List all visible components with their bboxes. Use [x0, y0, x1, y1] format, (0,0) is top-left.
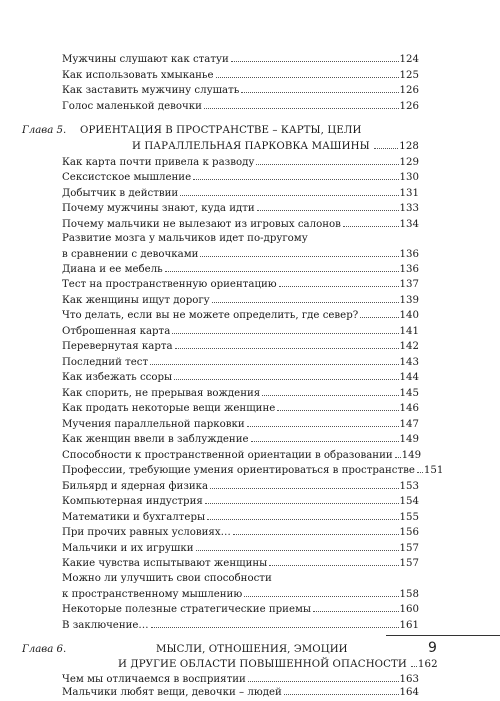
dot-leader: [200, 256, 398, 257]
entry-title: Математики и бухгалтеры: [62, 512, 206, 523]
toc-entry: [62, 84, 419, 98]
entry-title: Мучения параллельной парковки: [62, 419, 245, 430]
entry-title: Тест на пространственную ориентацию: [62, 279, 277, 290]
chapter-page: 128: [399, 141, 419, 152]
toc-entry: [62, 526, 419, 540]
entry-title: Как использовать хмыканье: [62, 70, 214, 81]
entry-page: 130: [399, 172, 419, 183]
toc-entry: [62, 387, 419, 401]
toc-entry: [62, 557, 419, 571]
dot-leader: [216, 77, 399, 78]
entry-title: Чем мы отличаемся в восприятии: [62, 674, 246, 685]
dot-leader: [205, 503, 399, 504]
entry-title: Некоторые полезные стратегические приемы: [62, 604, 312, 615]
entry-page: 160: [399, 604, 419, 615]
chapter-title-text: И ДРУГИЕ ОБЛАСТИ ПОВЫШЕННОЙ ОПАСНОСТИ: [118, 659, 407, 670]
entry-page: 157: [399, 543, 419, 554]
entry-title: Диана и ее мебель: [62, 264, 163, 275]
entry-title: Как спорить, не прерывая вождения: [62, 388, 261, 399]
chapter-title-line: [118, 658, 438, 672]
toc-entry: [62, 156, 419, 170]
entry-page: 134: [399, 219, 419, 230]
dot-leader: [343, 226, 399, 227]
entry-page: 129: [399, 157, 419, 168]
toc-entry: [62, 371, 419, 385]
entry-title: Почему мужчины знают, куда идти: [62, 203, 255, 214]
entry-page: 149: [401, 450, 422, 461]
dot-leader: [210, 488, 398, 489]
dot-leader: [417, 472, 423, 473]
toc-entry: [62, 495, 419, 509]
dot-leader: [256, 164, 398, 165]
entry-title: Мальчики любят вещи, девочки – людей: [62, 687, 282, 698]
chapter-title-line: ОРИЕНТАЦИЯ В ПРОСТРАНСТВЕ – КАРТЫ, ЦЕЛИ: [80, 125, 362, 136]
toc-entry: [62, 603, 419, 617]
dot-leader: [247, 426, 399, 427]
entry-page: 147: [399, 419, 419, 430]
toc-entry: [62, 542, 419, 556]
dot-leader: [395, 457, 401, 458]
entry-title: Последний тест: [62, 357, 149, 368]
dot-leader: [172, 333, 398, 334]
entry-title: Способности к пространственной ориентации в образовании: [62, 450, 393, 461]
dot-leader: [204, 108, 399, 109]
entry-page: 157: [399, 558, 419, 569]
toc-entry: [62, 187, 419, 201]
dot-leader: [269, 565, 398, 566]
entry-title-line: Можно ли улучшить свои способности: [62, 573, 272, 584]
dot-leader: [150, 364, 398, 365]
toc-entry: [62, 263, 419, 277]
dot-leader: [165, 271, 399, 272]
toc-entry: [62, 480, 419, 494]
toc-entry: [62, 202, 419, 216]
toc-entry: [62, 418, 419, 432]
dot-leader: [262, 395, 398, 396]
toc-entry: [62, 464, 444, 478]
entry-title: Компьютерная индустрия: [62, 496, 203, 507]
toc-entry: [62, 294, 419, 308]
dot-leader: [175, 348, 399, 349]
entry-title: Почему мальчики не вылезают из игровых салонов: [62, 219, 341, 230]
dot-leader: [231, 61, 399, 62]
toc-entry: [62, 511, 419, 525]
entry-page: 145: [399, 388, 419, 399]
toc-entry: [62, 278, 419, 292]
entry-page: 126: [399, 85, 419, 96]
entry-page: 124: [399, 54, 419, 65]
entry-title: Как женщины ищут дорогу: [62, 295, 210, 306]
entry-page: 156: [399, 527, 419, 538]
toc-entry: [62, 619, 419, 633]
entry-title: Добытчик в действии: [62, 188, 179, 199]
dot-leader: [248, 681, 399, 682]
chapter-title-text: И ПАРАЛЛЕЛЬНАЯ ПАРКОВКА МАШИНЫ: [132, 141, 370, 152]
entry-title: Профессии, требующие умения ориентироваться в пространстве: [62, 465, 415, 476]
toc-entry: [62, 356, 419, 370]
dot-leader: [212, 302, 399, 303]
toc-entry: [62, 69, 419, 83]
entry-page: 164: [399, 687, 419, 698]
toc-entry: [62, 218, 419, 232]
entry-title: Сексистское мышление: [62, 172, 192, 183]
entry-title: Мальчики и их игрушки: [62, 543, 194, 554]
entry-page: 153: [399, 481, 419, 492]
dot-leader: [241, 92, 398, 93]
chapter-page: 162: [417, 659, 438, 670]
dot-leader: [196, 550, 399, 551]
entry-page: 149: [399, 434, 419, 445]
entry-page: 139: [399, 295, 419, 306]
page-number: 9: [428, 640, 437, 656]
entry-page: 142: [399, 341, 419, 352]
toc-entry: [62, 588, 419, 602]
entry-page: 126: [399, 101, 419, 112]
toc-entry: [62, 325, 419, 339]
dot-leader: [251, 441, 399, 442]
entry-title: Мужчины слушают как статуи: [62, 54, 229, 65]
entry-page: 131: [399, 188, 419, 199]
toc-entry: [62, 100, 419, 114]
dot-leader: [244, 596, 398, 597]
entry-title: к пространственному мышлению: [62, 589, 243, 600]
toc-entry: [62, 309, 419, 323]
toc-entry: [62, 248, 419, 262]
entry-title: Что делать, если вы не можете определить, где север?: [62, 310, 359, 321]
entry-page: 143: [399, 357, 419, 368]
dot-leader: [313, 611, 399, 612]
dot-leader: [151, 627, 399, 628]
dot-leader: [174, 379, 398, 380]
toc-entry: [62, 340, 419, 354]
entry-page: 158: [399, 589, 419, 600]
entry-page: 136: [399, 249, 419, 260]
entry-page: 161: [399, 620, 419, 631]
entry-page: 140: [399, 310, 419, 321]
entry-title: Как заставить мужчину слушать: [62, 85, 240, 96]
entry-page: 144: [399, 372, 419, 383]
dot-leader: [207, 519, 398, 520]
toc-entry: [62, 171, 419, 185]
dot-leader: [374, 148, 399, 149]
toc-entry: [62, 686, 419, 700]
entry-title: Бильярд и ядерная физика: [62, 481, 209, 492]
toc-entry: [62, 673, 419, 687]
footer-rule: [386, 635, 500, 636]
entry-page: 154: [399, 496, 419, 507]
dot-leader: [284, 694, 399, 695]
dot-leader: [180, 195, 398, 196]
entry-page: 141: [399, 326, 419, 337]
entry-page: 151: [423, 465, 444, 476]
entry-title: Перевернутая карта: [62, 341, 173, 352]
entry-page: 146: [399, 403, 419, 414]
chapter-label: Глава 5.: [22, 125, 67, 136]
entry-page: 163: [399, 674, 419, 685]
toc-entry: [62, 433, 419, 447]
entry-page: 136: [399, 264, 419, 275]
chapter-title-line: [132, 140, 419, 154]
entry-title-line: Развитие мозга у мальчиков идет по-другому: [62, 233, 308, 244]
dot-leader: [411, 666, 417, 667]
entry-title: Голос маленькой девочки: [62, 101, 202, 112]
entry-title: При прочих равных условиях…: [62, 527, 231, 538]
entry-title: в сравнении с девочками: [62, 249, 199, 260]
toc-entry: [62, 449, 422, 463]
entry-title: Как карта почти привела к разводу: [62, 157, 255, 168]
entry-page: 133: [399, 203, 419, 214]
entry-title: Отброшенная карта: [62, 326, 171, 337]
dot-leader: [233, 534, 399, 535]
entry-page: 125: [399, 70, 419, 81]
entry-title: Как избежать ссоры: [62, 372, 173, 383]
entry-title: Как женщин ввели в заблуждение: [62, 434, 249, 445]
entry-page: 137: [399, 279, 419, 290]
chapter-title-line: МЫСЛИ, ОТНОШЕНИЯ, ЭМОЦИИ: [156, 644, 348, 655]
dot-leader: [360, 317, 398, 318]
dot-leader: [277, 410, 398, 411]
entry-title: В заключение…: [62, 620, 149, 631]
dot-leader: [193, 179, 398, 180]
entry-title: Как продать некоторые вещи женщине: [62, 403, 276, 414]
entry-title: Какие чувства испытывают женщины: [62, 558, 268, 569]
entry-page: 155: [399, 512, 419, 523]
dot-leader: [279, 286, 399, 287]
chapter-label: Глава 6.: [22, 644, 67, 655]
dot-leader: [257, 210, 399, 211]
toc-entry: [62, 53, 419, 67]
toc-entry: [62, 402, 419, 416]
